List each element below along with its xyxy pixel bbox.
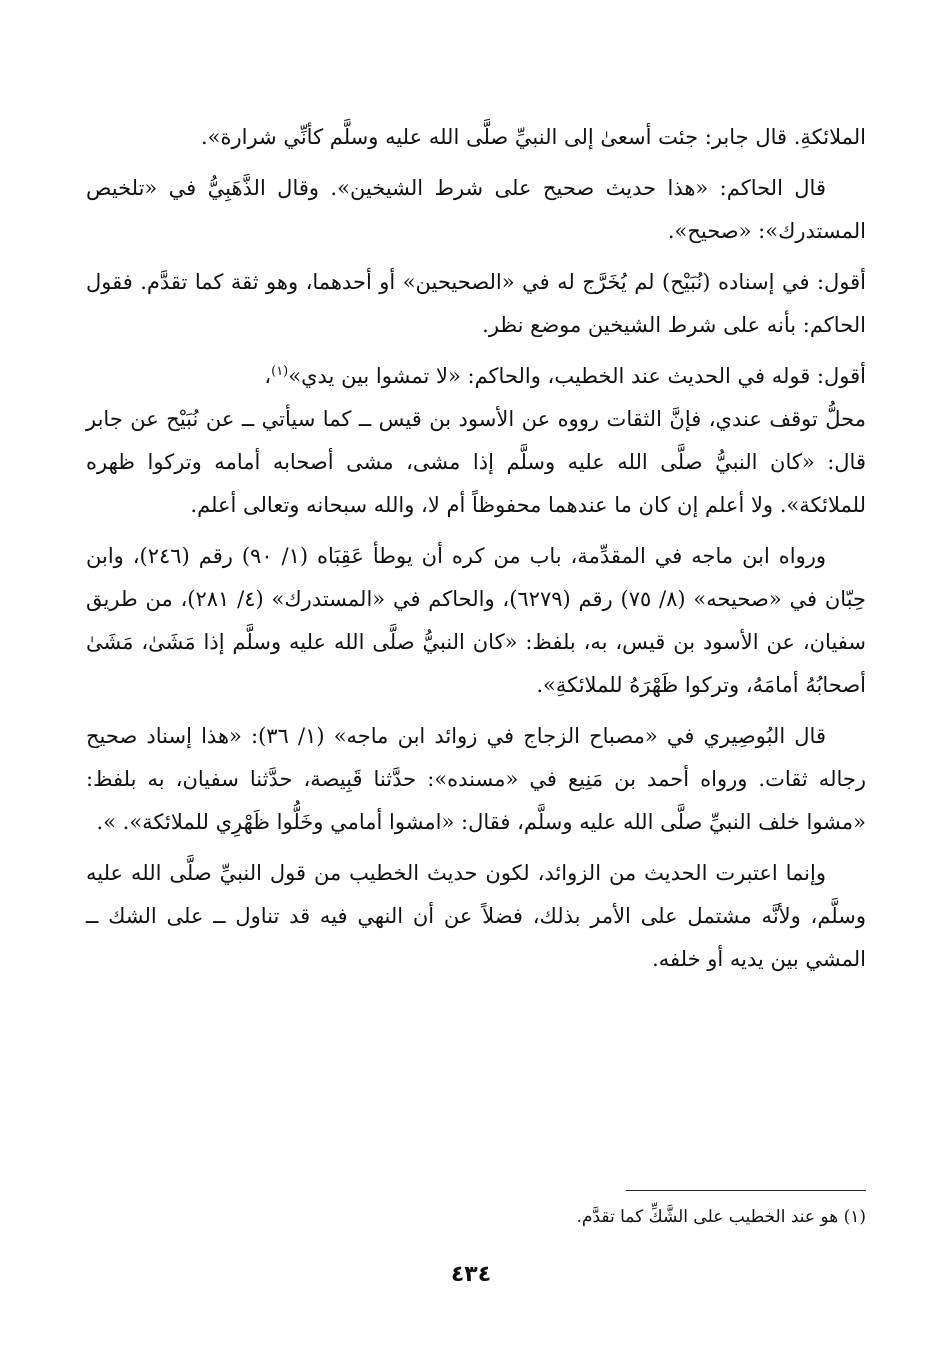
paragraph-4: أقول: قوله في الحديث عند الخطيب، والحاكم: «لا تمشوا بين يدي»$^{(١)}$،	[264, 364, 866, 388]
footnote-marker: (١)	[271, 364, 289, 379]
paragraph-2: قال الحاكم: «هذا حديث صحيح على شرط الشيخين». وقال الذَّهَبِيُّ في «تلخيص المستدرك»: «صحيح».	[86, 176, 866, 243]
paragraph-1: الملائكةِ. قال جابر: جئت أسعىٰ إلى النبيِّ صلَّى الله عليه وسلَّم كأنِّي شرارة».	[200, 125, 866, 149]
footnote	[86, 1200, 866, 1234]
main-text	[86, 116, 866, 989]
paragraph-4-text: أقول: قوله في الحديث عند الخطيب، والحاكم: «لا تمشوا بين يدي»	[288, 364, 866, 388]
footnote-number: (١)	[843, 1207, 866, 1227]
footnote-divider	[626, 1190, 866, 1191]
paragraph-3: أقول: في إسناده (نُبَيْح) لم يُخَرَّج له في «الصحيحين» أو أحدهما، وهو ثقة كما تقدَّم. فقول الحاكم: بأنه على شرط الشيخين موضع نظر.	[86, 270, 866, 337]
footnote-text: هو عند الخطيب على الشَّكِّ كما تقدَّم.	[576, 1207, 839, 1227]
paragraph-6: ورواه ابن ماجه في المقدِّمة، باب من كره أن يوطأ عَقِبَاه (١/ ٩٠) رقم (٢٤٦)، وابن حِبّان في «صحيحه» (٨/ ٧٥) رقم (٦٢٧٩)، والحاكم في «المستدرك» (٤/ ٢٨١)، من طريق سفيان، عن الأسود بن قيس، به، بلفظ: «كان النبيُّ صلَّى الله عليه وسلَّم إذا مَشَىٰ، مَشَىٰ أصحابُهُ أمامَهُ، وتركوا ظَهْرَهُ للملائكةِ».	[86, 544, 866, 697]
paragraph-7: قال البُوصِيري في «مصباح الزجاج في زوائد ابن ماجه» (١/ ٣٦): «هذا إسناد صحيح رجاله ثقات. ورواه أحمد بن مَنِيع في «مسنده»: حدَّثنا قَبِيصة، حدَّثنا سفيان، به بلفظ: «مشوا خلف النبيِّ صلَّى الله عليه وسلَّم، فقال: «امشوا أمامي وخَلُّوا ظَهْرِي للملائكة». ».	[86, 724, 866, 834]
page-number: ٤٣٤	[450, 1262, 492, 1287]
paragraph-8: وإنما اعتبرت الحديث من الزوائد، لكون حديث الخطيب من قول النبيِّ صلَّى الله عليه وسلَّم، ولأنَّه مشتمل على الأمر بذلك، فضلاً عن أن النهي فيه قد تناول ــ على الشك ــ المشي بين يديه أو خلفه.	[86, 861, 866, 971]
paragraph-5: محلُّ توقف عندي، فإنَّ الثقات رووه عن الأسود بن قيس ــ كما سيأتي ــ عن نُبَيْح عن جابر قال: «كان النبيُّ صلَّى الله عليه وسلَّم إذا مشى، مشى أصحابه أمامه وتركوا ظهره للملائكة». ولا أعلم إن كان ما عندهما محفوظاً أم لا، والله سبحانه وتعالى أعلم.	[86, 407, 866, 517]
